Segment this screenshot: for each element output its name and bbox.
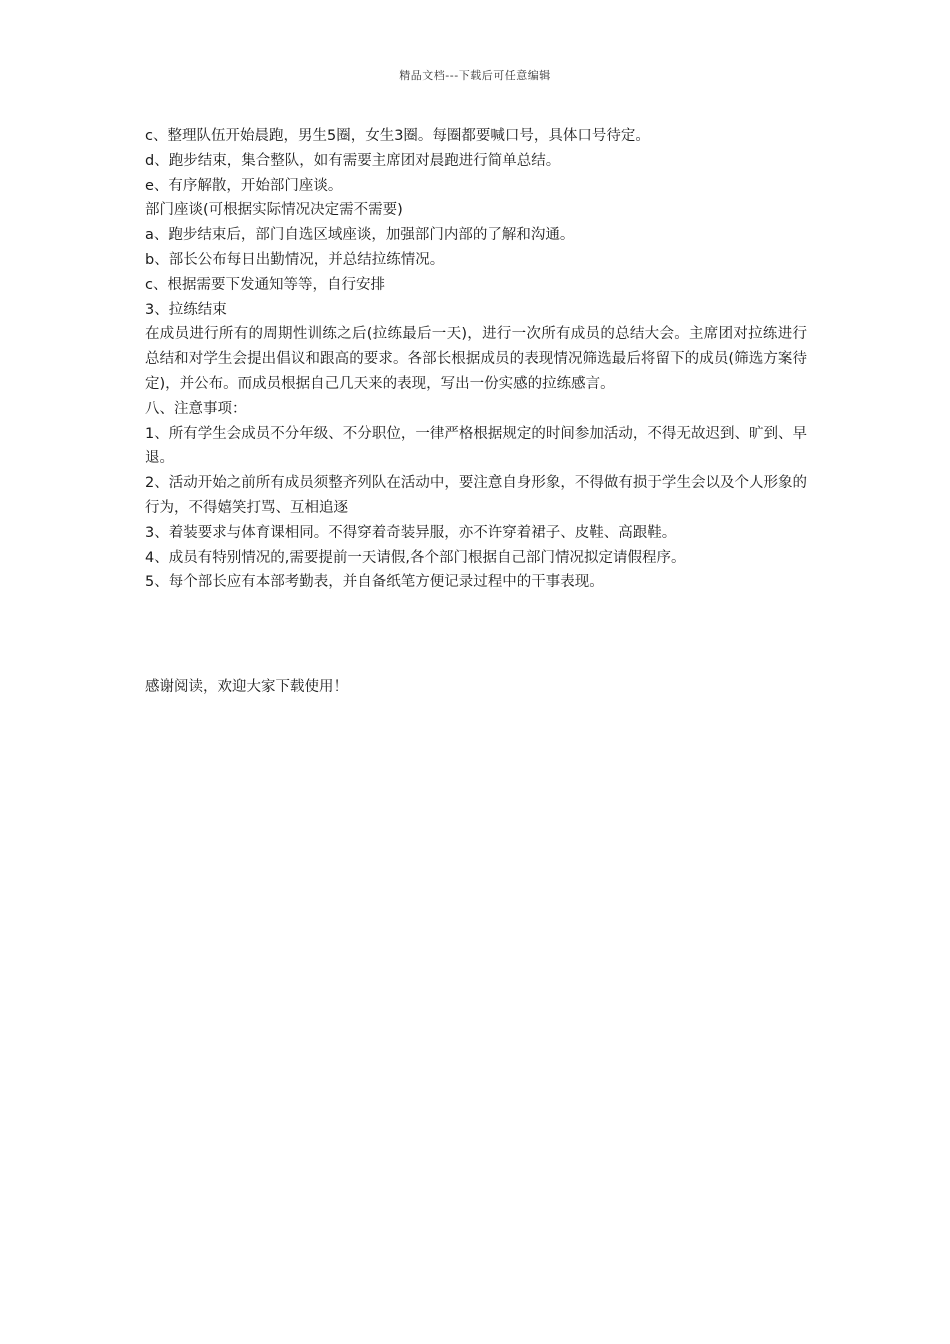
text-line: b、部长公布每日出勤情况，并总结拉练情况。 bbox=[145, 251, 445, 268]
text-line: c、根据需要下发通知等等，自行安排 bbox=[145, 276, 385, 293]
notes-heading: 八、注意事项： bbox=[145, 400, 247, 417]
text-line: d、跑步结束，集合整队，如有需要主席团对晨跑进行简单总结。 bbox=[145, 152, 561, 169]
summary-paragraph: 在成员进行所有的周期性训练之后(拉练最后一天)，进行一次所有成员的总结大会。主席团对拉练进行总结和对学生会提出倡议和跟高的要求。各部长根据成员的表现情况筛选最后将留下的成员(筛选方案待定)，并公布。而成员根据自己几天来的表现，写出一份实感的拉练感言。 bbox=[145, 326, 807, 392]
note-item: 3、着装要求与体育课相同。不得穿着奇装异服，亦不许穿着裙子、皮鞋、高跟鞋。 bbox=[145, 524, 677, 541]
note-item: 1、所有学生会成员不分年级、不分职位，一律严格根据规定的时间参加活动，不得无故迟到、旷到、早退。 bbox=[145, 425, 807, 467]
note-item: 2、活动开始之前所有成员须整齐列队在活动中，要注意自身形象，不得做有损于学生会以及个人形象的行为，不得嬉笑打骂、互相追逐 bbox=[145, 475, 807, 516]
document-body bbox=[145, 124, 807, 595]
page-header: 精品文档---下载后可任意编辑 bbox=[399, 69, 551, 82]
section-heading: 部门座谈(可根据实际情况决定需不需要) bbox=[145, 202, 403, 219]
note-item: 5、每个部长应有本部考勤表，并自备纸笔方便记录过程中的干事表现。 bbox=[145, 574, 604, 591]
closing-text: 感谢阅读，欢迎大家下载使用！ bbox=[145, 679, 348, 695]
note-item: 4、成员有特别情况的,需要提前一天请假,各个部门根据自己部门情况拟定请假程序。 bbox=[145, 549, 686, 566]
text-line: a、跑步结束后，部门自选区域座谈，加强部门内部的了解和沟通。 bbox=[145, 227, 575, 244]
section-heading: 3、拉练结束 bbox=[145, 301, 227, 318]
text-line: e、有序解散，开始部门座谈。 bbox=[145, 177, 343, 194]
text-line: c、整理队伍开始晨跑，男生5圈，女生3圈。每圈都要喊口号，具体口号待定。 bbox=[145, 128, 650, 144]
